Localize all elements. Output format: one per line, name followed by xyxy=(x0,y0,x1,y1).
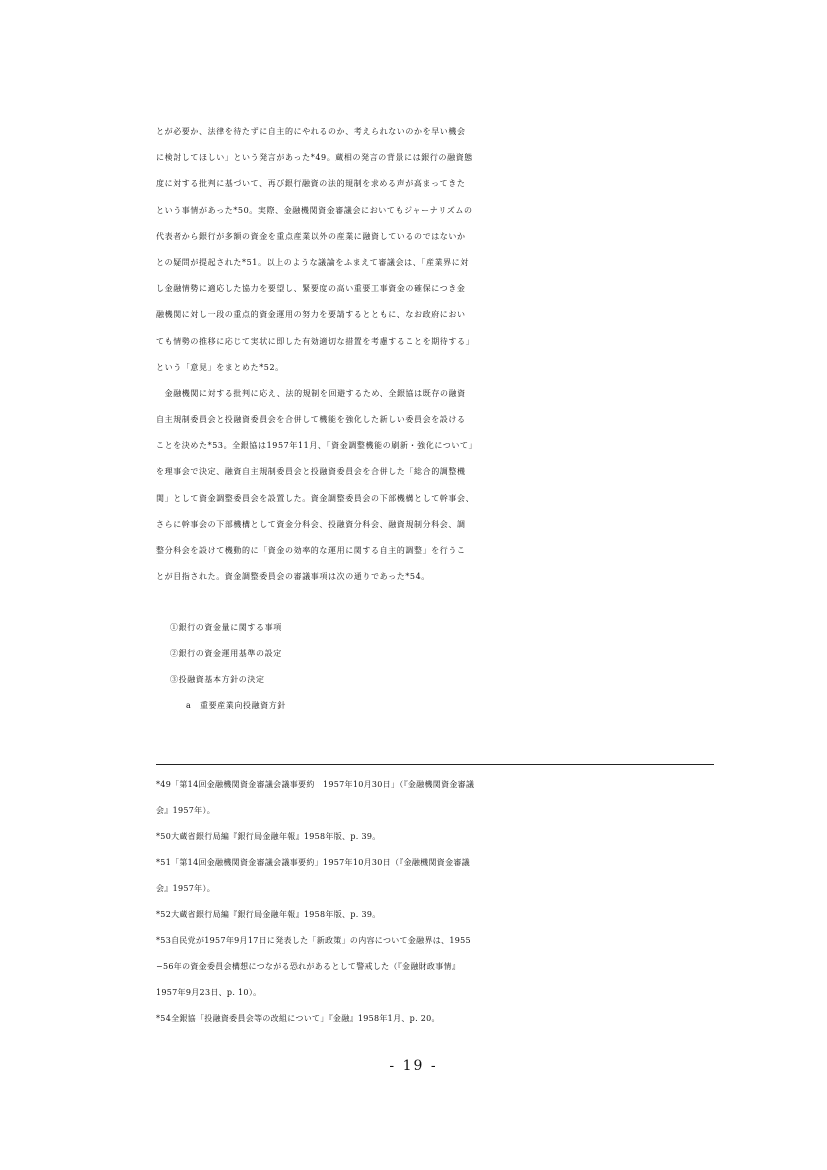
body-line: 代表者から銀行が多額の資金を重点産業以外の産業に融資しているのではないか xyxy=(156,231,466,241)
body-line: という「意見」をまとめた*52。 xyxy=(156,362,284,372)
body-line: という事情があった*50。実際、金融機関資金審議会においてもジャーナリズムの xyxy=(156,205,473,215)
footnote-divider xyxy=(156,764,714,765)
list-item: ③投融資基本方針の決定 xyxy=(170,675,265,684)
body-line: さらに幹事会の下部機構として資金分科会、投融資分科会、融資規制分科会、調 xyxy=(156,519,466,529)
footnote-line: 会』1957年）。 xyxy=(156,806,216,815)
footnote-line: 1957年9月23日、p. 10）。 xyxy=(156,988,262,997)
body-line: 度に対する批判に基づいて、再び銀行融資の法的規制を求める声が高まってきた xyxy=(156,179,466,189)
body-line: に検討してほしい」という発言があった*49。蔵相の発言の背景には銀行の融資態 xyxy=(156,153,473,163)
body-line: 自主規制委員会と投融資委員会を合併して機能を強化した新しい委員会を設ける xyxy=(156,415,466,425)
list-subitem: a 重要産業向投融資方針 xyxy=(186,701,286,710)
footnote-line: −56年の資金委員会構想につながる恐れがあるとして警戒した（『金融財政事情』 xyxy=(156,962,461,971)
list-item: ②銀行の資金運用基準の設定 xyxy=(170,649,282,658)
footnote-line: 会』1957年）。 xyxy=(156,884,216,893)
body-line: ことを決めた*53。全銀協は1957年11月、「資金調整機能の刷新・強化について」 xyxy=(156,441,478,451)
body-line: 金融機関に対する批判に応え、法的規制を回避するため、全銀協は既存の融資 xyxy=(156,388,466,398)
footnote-line: *51「第14回金融機関資金審議会議事要約」1957年10月30日（『金融機関資金審議 xyxy=(156,858,470,867)
body-line: し金融情勢に適応した協力を要望し、緊要度の高い重要工事資金の確保につき金 xyxy=(156,284,466,294)
body-line: 整分科会を設けて機動的に「資金の効率的な運用に関する自主的調整」を行うこ xyxy=(156,546,466,555)
footnote-line: *53自民党が1957年9月17日に発表した「新政策」の内容について金融界は、1955 xyxy=(156,936,471,945)
footnote-line: *49「第14回金融機関資金審議会議事要約 1957年10月30日」（『金融機関資金審議 xyxy=(156,780,475,789)
body-line: とが必要か、法律を待たずに自主的にやれるのか、考えられないのかを早い機会 xyxy=(156,127,466,136)
footnote-line: *50大蔵省銀行局編『銀行局金融年報』1958年版、p. 39。 xyxy=(156,832,381,841)
body-text xyxy=(156,119,722,590)
body-line: とが目指された。資金調整委員会の審議事項は次の通りであった*54。 xyxy=(156,572,430,582)
footnotes xyxy=(156,772,722,1032)
footnote-line: *52大蔵省銀行局編『銀行局金融年報』1958年版、p. 39。 xyxy=(156,910,381,919)
page-number: - 19 - xyxy=(389,1058,438,1074)
list-item: ①銀行の資金量に関する事項 xyxy=(170,623,282,632)
body-line: との疑問が提起された*51。以上のような議論をふまえて審議会は、「産業界に対 xyxy=(156,257,469,267)
numbered-list xyxy=(156,615,716,719)
body-line: 関」として資金調整委員会を設置した。資金調整委員会の下部機構として幹事会、 xyxy=(156,493,475,503)
body-line: 融機関に対し一段の重点的資金運用の努力を要請するとともに、なお政府におい xyxy=(156,310,466,320)
footnote-line: *54全銀協「投融資委員会等の改組について」『金融』1958年1月、p. 20。 xyxy=(156,1014,440,1023)
body-line: ても情勢の推移に応じて実状に即した有効適切な措置を考慮することを期待する」 xyxy=(156,336,475,346)
body-line: を理事会で決定、融資自主規制委員会と投融資委員会を合併した「総合的調整機 xyxy=(156,467,466,477)
